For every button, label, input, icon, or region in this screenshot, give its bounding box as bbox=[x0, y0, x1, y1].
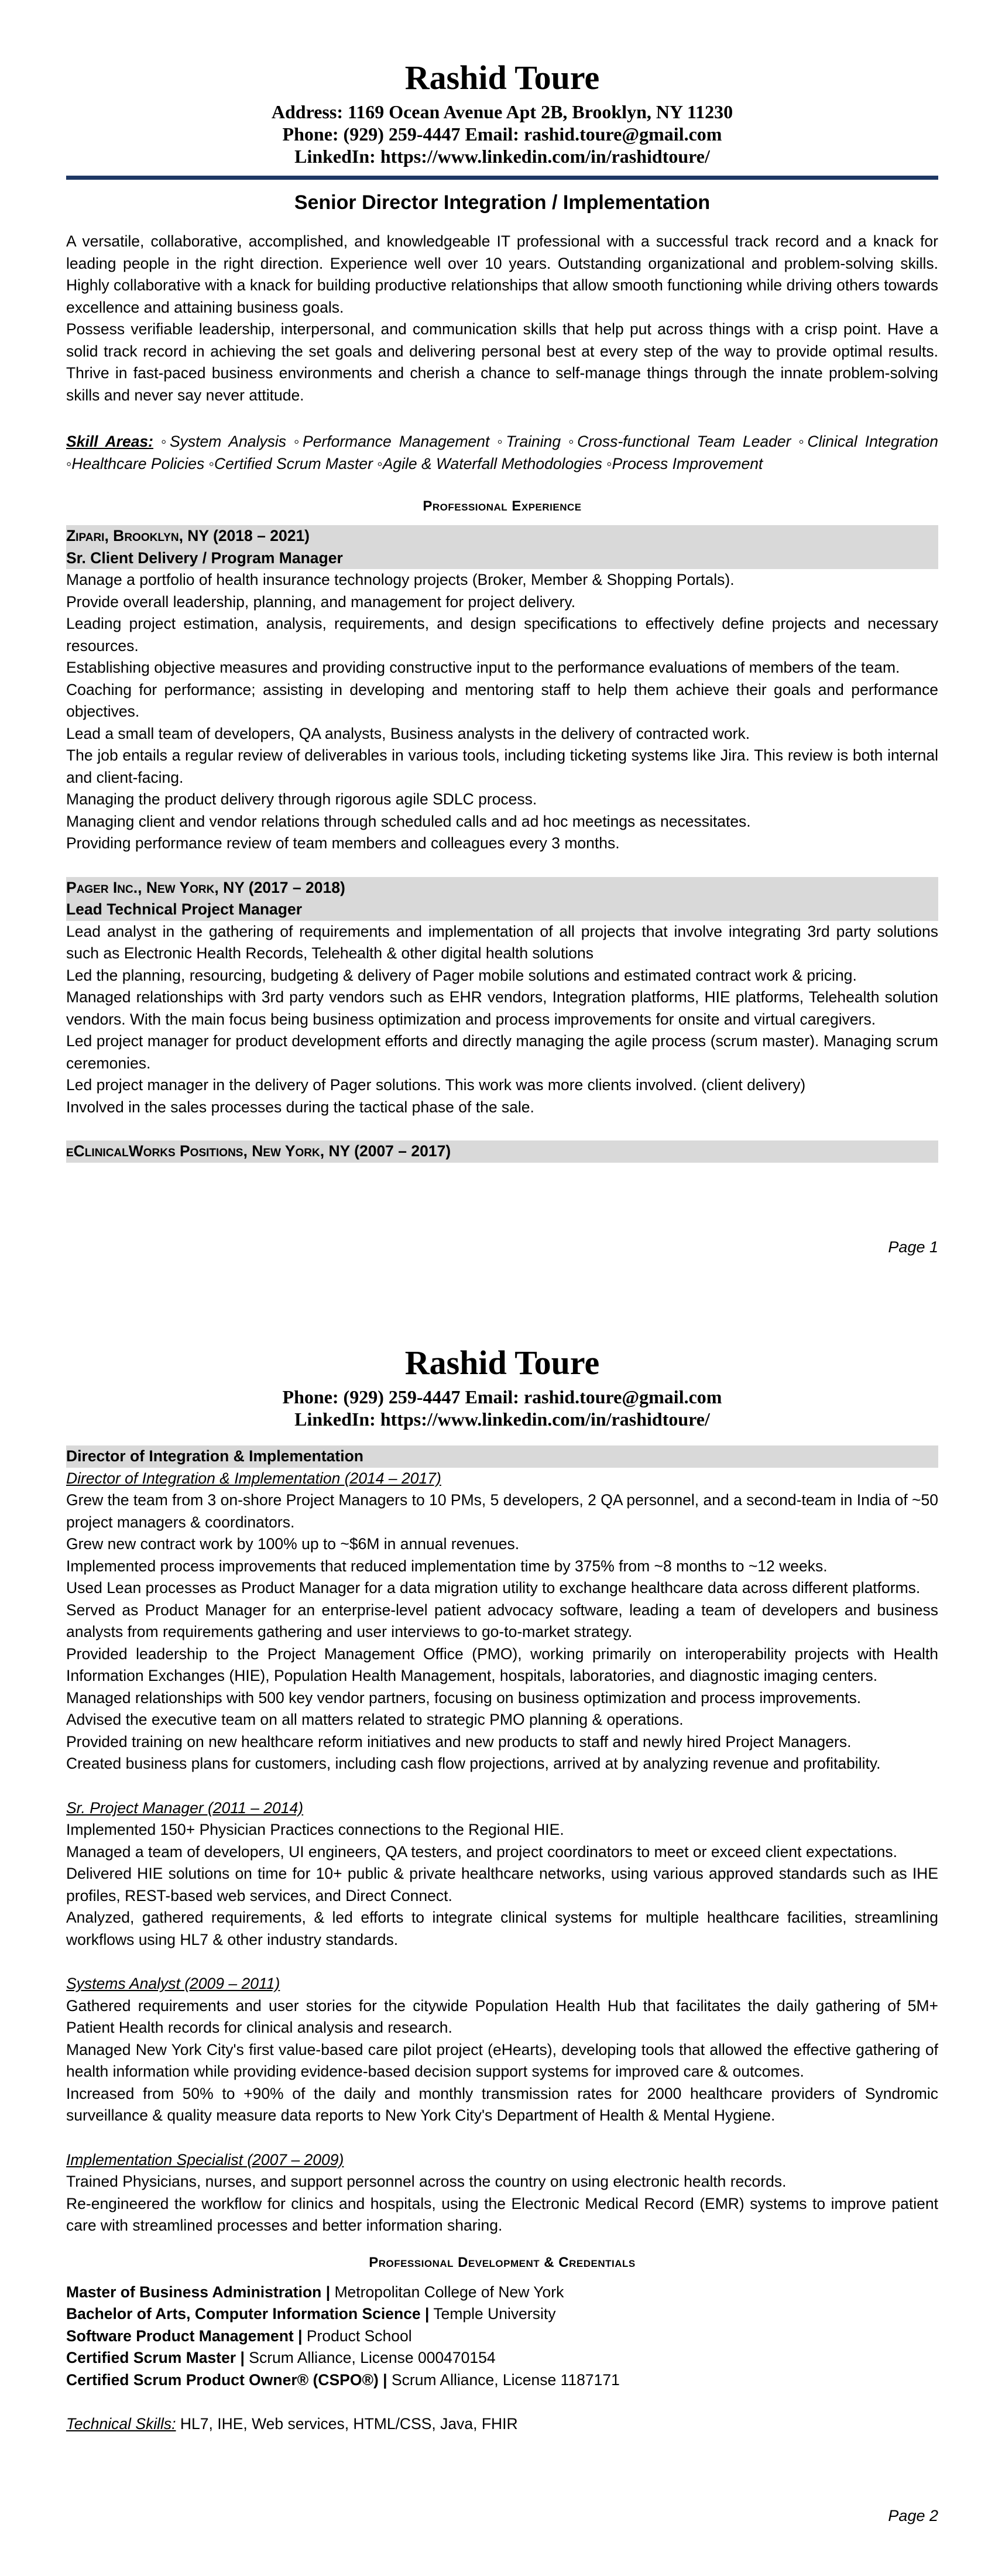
job-bullet: Leading project estimation, analysis, requirements, and design specifications to effectively define projects and necessary resources. bbox=[66, 615, 938, 655]
credential-item bbox=[66, 2282, 938, 2304]
page-2-content bbox=[66, 1344, 938, 2435]
header-divider bbox=[66, 176, 938, 180]
skill-areas bbox=[66, 431, 938, 475]
phone-email-line: Phone: (929) 259-4447 Email: rashid.toure@gmail.com bbox=[282, 1386, 722, 1407]
credentials-list bbox=[66, 2282, 938, 2392]
credential-detail: Product School bbox=[302, 2327, 412, 2345]
experience-heading: Professional Experience bbox=[423, 498, 582, 514]
job-bullet: Advised the executive team on all matters related to strategic PMO planning & operations. bbox=[66, 1711, 684, 1728]
company-bar-eclinicalworks: eClinicalWorks Positions, New York, NY (2007 – 2017) bbox=[66, 1140, 938, 1163]
job-bullet: Created business plans for customers, including cash flow projections, arrived at by analyzing revenue and profitability. bbox=[66, 1755, 881, 1772]
credential-item bbox=[66, 2369, 938, 2392]
summary-paragraph-2: Possess verifiable leadership, interpersonal, and communication skills that help put across things with a crisp point. Have a solid track record in achieving the set goals and delivering personal best at every step of the way to provide optimal results. Thrive in fast-paced business environments and cherish a chance to self-manage things through the innate problem-solving skills and never say never attitude. bbox=[66, 320, 938, 404]
credential-label: Bachelor of Arts, Computer Information Science | bbox=[66, 2305, 430, 2322]
job-bullet: Served as Product Manager for an enterprise-level patient advocacy software, leading a team of developers and business analysts from requirements gathering and user interviews to go-to-market strategy. bbox=[66, 1601, 938, 1640]
job-bullet: Managing the product delivery through rigorous agile SDLC process. bbox=[66, 790, 537, 808]
position-implementation-specialist bbox=[66, 2149, 938, 2237]
credential-item bbox=[66, 2303, 938, 2325]
job-bullet: Implemented 150+ Physician Practices connections to the Regional HIE. bbox=[66, 1821, 564, 1838]
position-director bbox=[66, 1468, 938, 1775]
job-bullet: Gathered requirements and user stories for the citywide Population Health Hub that facilitates the daily gathering of 5M+ Patient Health records for clinical analysis and research. bbox=[66, 1996, 938, 2036]
job-bullet: Coaching for performance; assisting in developing and mentoring staff to help them achieve their goals and performance objectives. bbox=[66, 680, 938, 720]
technical-skills-list: HL7, IHE, Web services, HTML/CSS, Java, FHIR bbox=[176, 2415, 518, 2433]
job-bullet: Manage a portfolio of health insurance technology projects (Broker, Member & Shopping Portals). bbox=[66, 571, 735, 588]
job-pager bbox=[66, 877, 938, 1119]
phone-email-line: Phone: (929) 259-4447 Email: rashid.toure@gmail.com bbox=[282, 124, 722, 145]
job-bullet: Provide overall leadership, planning, and management for project delivery. bbox=[66, 592, 576, 611]
job-bullet: Managed relationships with 500 key vendor partners, focusing on business optimization and process improvements. bbox=[66, 1688, 862, 1707]
job-bullet: Establishing objective measures and providing constructive input to the performance evaluations of members of the team. bbox=[66, 659, 900, 676]
job-bullet: Led project manager in the delivery of Pager solutions. This work was more clients involved. (client delivery) bbox=[66, 1076, 806, 1094]
job-bullet: Trained Physicians, nurses, and support personnel across the country on using electronic health records. bbox=[66, 2173, 787, 2190]
skill-areas-label: Skill Areas: bbox=[66, 433, 153, 450]
linkedin-line: LinkedIn: https://www.linkedin.com/in/rashidtoure/ bbox=[294, 146, 710, 167]
position-title: Sr. Project Manager (2011 – 2014) bbox=[66, 1799, 304, 1817]
candidate-name: Rashid Toure bbox=[404, 59, 600, 97]
role-bar: Lead Technical Project Manager bbox=[66, 899, 938, 921]
job-bullet: Managing client and vendor relations through scheduled calls and ad hoc meetings as necessitates. bbox=[66, 812, 751, 830]
summary-paragraph-1: A versatile, collaborative, accomplished, and knowledgeable IT professional with a successful track record and a knack for leading people in the right direction. Experience well over 10 years. Outstanding organizational and problem-solving skills. Highly collaborative with a knack for building productive relationships that allow smooth functioning while driving others towards excellence and attaining business goals. bbox=[66, 232, 938, 316]
job-bullet: Led the planning, resourcing, budgeting & delivery of Pager mobile solutions and estimated contract work & pricing. bbox=[66, 966, 857, 984]
credential-detail: Metropolitan College of New York bbox=[330, 2283, 564, 2301]
position-title: Director of Integration & Implementation (2014 – 2017) bbox=[66, 1469, 441, 1487]
credentials-heading: Professional Development & Credentials bbox=[369, 2254, 636, 2270]
job-bullet: Providing performance review of team members and colleagues every 3 months. bbox=[66, 834, 620, 852]
credential-detail: Temple University bbox=[429, 2305, 556, 2322]
resume-page-2 bbox=[0, 1288, 995, 2576]
job-bullet: Lead analyst in the gathering of requirements and implementation of all projects that involve integrating 3rd party solutions such as Electronic Health Records, Telehealth & other digital health solutions bbox=[66, 922, 938, 962]
role-bar: Director of Integration & Implementation bbox=[66, 1445, 938, 1468]
company-bar: Pager Inc., New York, NY (2017 – 2018) bbox=[66, 877, 938, 899]
job-bullet: Used Lean processes as Product Manager for a data migration utility to exchange healthcare data across different platforms. bbox=[66, 1579, 921, 1597]
job-bullet: Lead a small team of developers, QA analysts, Business analysts in the delivery of contracted work. bbox=[66, 724, 750, 742]
job-bullet: Led project manager for product development efforts and directly managing the agile process (scrum master). Managing scrum ceremonies. bbox=[66, 1032, 938, 1072]
position-sr-project-manager bbox=[66, 1797, 938, 1951]
job-bullet: Implemented process improvements that reduced implementation time by 375% from ~8 months to ~12 weeks. bbox=[66, 1557, 828, 1575]
job-bullet: Delivered HIE solutions on time for 10+ public & private healthcare networks, using various approved standards such as IHE profiles, REST-based web services, and Direct Connect. bbox=[66, 1865, 938, 1904]
job-bullet: Increased from 50% to +90% of the daily and monthly transmission rates for 2000 healthcare providers of Syndromic surveillance & quality measure data reports to New York City's Department of Health & Mental Hygiene. bbox=[66, 2084, 938, 2124]
credential-label: Master of Business Administration | bbox=[66, 2283, 331, 2301]
credential-item bbox=[66, 2325, 938, 2348]
credential-label: Certified Scrum Master | bbox=[66, 2349, 245, 2366]
page-number: Page 1 bbox=[888, 1238, 938, 1256]
company-bar: Zipari, Brooklyn, NY (2018 – 2021) bbox=[66, 525, 938, 547]
candidate-name: Rashid Toure bbox=[404, 1344, 600, 1382]
position-title: Implementation Specialist (2007 – 2009) bbox=[66, 2150, 344, 2169]
job-bullet: Grew new contract work by 100% up to ~$6M in annual revenues. bbox=[66, 1535, 520, 1553]
job-bullet: Re-engineered the workflow for clinics and hospitals, using the Electronic Medical Record (EMR) systems to improve patient care with streamlined processes and better information sharing. bbox=[66, 2194, 938, 2234]
linkedin-line: LinkedIn: https://www.linkedin.com/in/rashidtoure/ bbox=[294, 1409, 710, 1430]
technical-skills bbox=[66, 2413, 938, 2435]
job-zipari bbox=[66, 525, 938, 855]
job-bullet: Managed relationships with 3rd party vendors such as EHR vendors, Integration platforms, HIE platforms, Telehealth solution vendors. With the main focus being business optimization and process improvements for onsite and virtual caregivers. bbox=[66, 988, 938, 1028]
role-bar: Sr. Client Delivery / Program Manager bbox=[66, 547, 938, 570]
credential-label: Software Product Management | bbox=[66, 2327, 303, 2345]
job-bullet: Managed New York City's first value-based care pilot project (eHearts), developing tools that allowed the effective gathering of health information while providing evidence-based decision support systems for improved care & outcomes. bbox=[66, 2040, 938, 2080]
job-bullet: Managed a team of developers, UI engineers, QA testers, and project coordinators to meet or exceed client expectations. bbox=[66, 1842, 898, 1861]
job-bullet: Analyzed, gathered requirements, & led efforts to integrate clinical systems for multiple healthcare facilities, streamlining workflows using HL7 & other industry standards. bbox=[66, 1909, 938, 1948]
job-bullet: The job entails a regular review of deliverables in various tools, including ticketing systems like Jira. This review is both internal and client-facing. bbox=[66, 746, 938, 786]
position-systems-analyst bbox=[66, 1973, 938, 2127]
credential-label: Certified Scrum Product Owner® (CSPO®) | bbox=[66, 2371, 387, 2389]
job-bullet: Provided leadership to the Project Management Office (PMO), working primarily on interoperability projects with Health Information Exchanges (HIE), Population Health Management, hospitals, laboratories, and diagnostic imaging centers. bbox=[66, 1645, 938, 1684]
page-1-content bbox=[66, 59, 938, 1163]
job-bullet: Grew the team from 3 on-shore Project Managers to 10 PMs, 5 developers, 2 QA personnel, and a second-team in India of ~50 project managers & coordinators. bbox=[66, 1491, 938, 1531]
address-line: Address: 1169 Ocean Avenue Apt 2B, Brooklyn, NY 11230 bbox=[271, 101, 733, 122]
technical-skills-label: Technical Skills: bbox=[66, 2415, 176, 2433]
skill-areas-list: ◦System Analysis ◦Performance Management ◦Training ◦Cross-functional Team Leader ◦Clinical Integration ◦Healthcare Policies ◦Certified Scrum Master ◦Agile & Waterfall Methodologies ◦Process Improvement bbox=[66, 433, 939, 472]
page-number: Page 2 bbox=[888, 2507, 938, 2524]
job-bullet: Provided training on new healthcare reform initiatives and new products to staff and newly hired Project Managers. bbox=[66, 1732, 852, 1751]
credential-detail: Scrum Alliance, License 000470154 bbox=[244, 2349, 496, 2366]
job-bullet: Involved in the sales processes during the tactical phase of the sale. bbox=[66, 1098, 534, 1116]
target-role-title: Senior Director Integration / Implementation bbox=[294, 191, 711, 214]
position-title: Systems Analyst (2009 – 2011) bbox=[66, 1975, 280, 1992]
credential-item bbox=[66, 2347, 938, 2369]
credential-detail: Scrum Alliance, License 1187171 bbox=[387, 2371, 620, 2389]
